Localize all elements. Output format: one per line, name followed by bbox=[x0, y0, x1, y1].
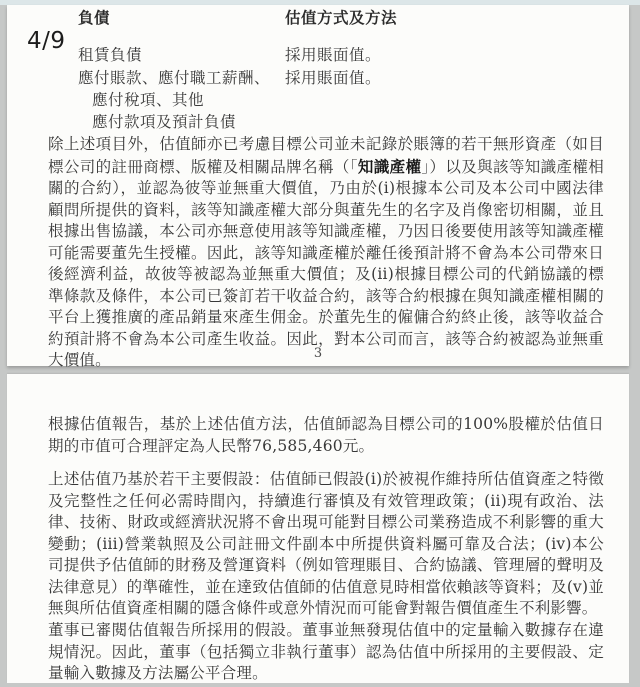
paragraph-segment: 除上述項目外，估值師亦已考慮目標公司並未記錄於賬簿的若干無形資產（如目標公司的註冊商標、版權及相關品牌名稱（「 bbox=[48, 135, 604, 176]
table-row-method: 採用賬面值。 bbox=[285, 69, 382, 87]
document-page-4 bbox=[7, 374, 629, 683]
defined-term-intellectual-property: 知識產權 bbox=[357, 156, 422, 176]
page-number: 3 bbox=[313, 346, 323, 361]
document-page-3 bbox=[7, 5, 629, 369]
table-row-liability: 應付賬款、應付職工薪酬、 bbox=[78, 69, 271, 87]
paragraph-intangible-assets bbox=[48, 134, 604, 372]
table-row-liability: 應付稅項、其他 bbox=[92, 91, 205, 109]
page-counter-overlay: 4/9 bbox=[27, 28, 66, 54]
paragraph-segment: 」）以及與該等知識產權相關的合約），並認為彼等並無重大價值，乃由於(i)根據本公司及本公司中國法律顧問所提供的資料，該等知識產權大部分與董先生的名字及肖像密切相關，並且根據出售協議，本公司亦無意使用該等知識產權，乃因日後要使用該等知識產權可能需要董先生授權。因此，該等知識產權於離任後預計將不會為本公司帶來日後經濟利益，故彼等被認為並無重大價值；及(ii)根據目標公司的代銷協議的標準條款及條件，本公司已簽訂若干收益合約，該等合約根據在與知識產權相關的平台上獲推廣的產品銷量來產生佣金。於董先生的僱傭合約終止後，該等收益合約預計將不會為本公司產生收益。因此，對本公司而言，該等合約被認為並無重大價值。 bbox=[48, 157, 604, 369]
table-header-valuation-method: 估值方式及方法 bbox=[285, 8, 398, 27]
paragraph-key-assumptions: 上述估值乃基於若干主要假設：估值師已假設(i)於被視作維持所估值資產之特徵及完整性之任何必需時間內，持續進行審慎及有效管理政策；(ii)現有政治、法律、技術、財政或經濟狀況將不會出現可能對目標公司業務造成不利影響的重大變動；(iii)營業執照及公司註冊文件副本中所提供資料屬可靠及合法；(iv)本公司提供予估值師的財務及營運資料（例如管理賬目、合約協議、管理層的聲明及法律意見）的準確性，並在達致估值師的估值意見時相當依賴該等資料；及(v)並無與所估值資產相關的隱含條件或意外情況而可能會對報告價值產生不利影響。 bbox=[48, 470, 604, 617]
table-row-method: 採用賬面值。 bbox=[285, 46, 382, 64]
table-row-liability: 租賃負債 bbox=[78, 46, 143, 64]
table-row-liability: 應付款項及預計負債 bbox=[92, 113, 237, 131]
paragraph-directors-review: 董事已審閱估值報告所採用的假設。董事並無發現估值中的定量輸入數據存在違規情況。因此，董事（包括獨立非執行董事）認為估值中所採用的主要假設、定量輸入數據及方法屬公平合理。 bbox=[48, 621, 604, 682]
table-header-liabilities: 負債 bbox=[78, 8, 111, 27]
paragraph-valuation-conclusion: 根據估值報告，基於上述估值方法，估值師認為目標公司的100%股權於估值日期的市值可合理評定為人民幣76,585,460元。 bbox=[48, 415, 604, 455]
